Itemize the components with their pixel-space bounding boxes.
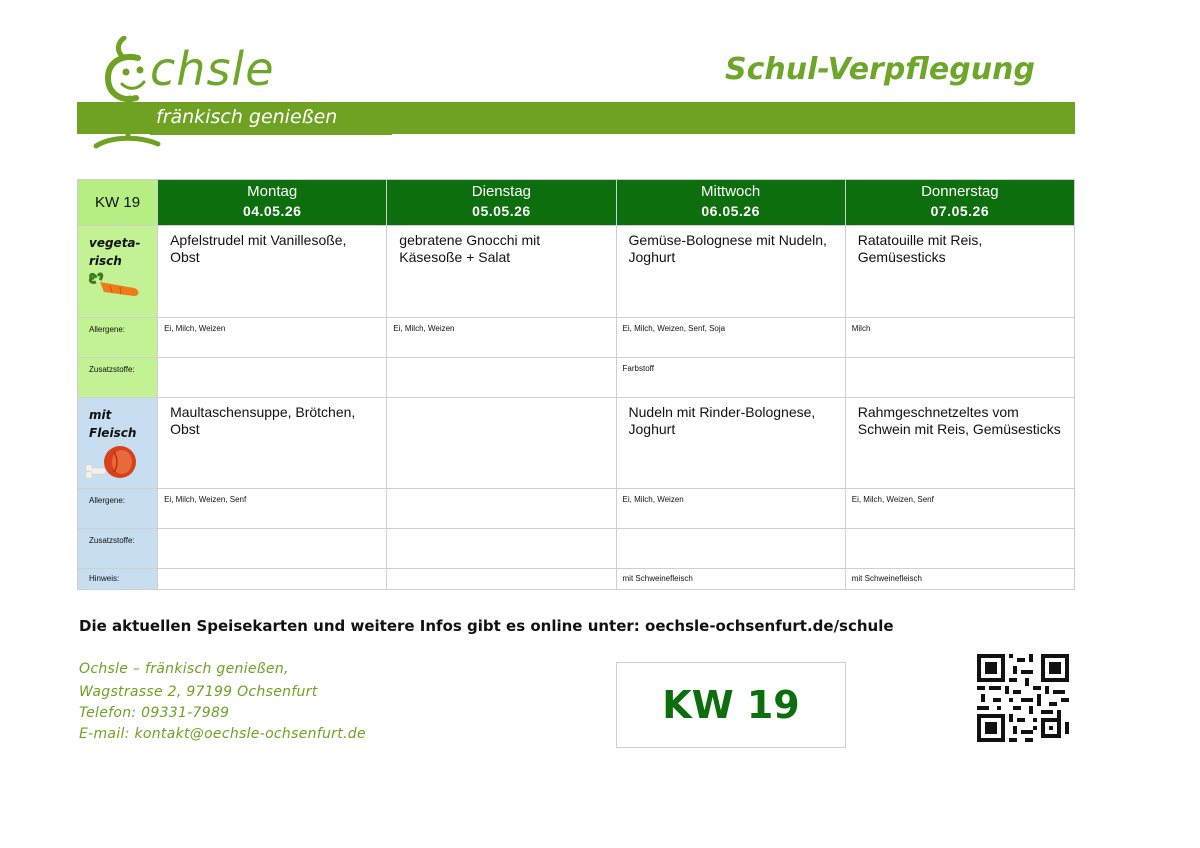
additive-text	[846, 358, 1074, 364]
allergen-cell	[616, 318, 845, 358]
veg-label-line2: risch	[89, 254, 122, 268]
tagline: fränkisch genießen	[156, 106, 338, 128]
dish-cell	[845, 398, 1074, 489]
dish-text	[387, 398, 615, 404]
dish-text: Gemüse-Bolognese mit Nudeln, Joghurt	[628, 232, 827, 265]
dish-cell	[616, 226, 845, 318]
note-cell	[845, 569, 1074, 590]
additive-label: Zusatzstoffe:	[89, 365, 135, 374]
meat-label	[78, 398, 157, 442]
page-title: Schul-Verpflegung	[725, 52, 1035, 87]
menu-table	[77, 179, 1075, 590]
tagline-underline	[150, 133, 392, 135]
allergen-text: Milch	[851, 324, 871, 333]
meat-note-row	[78, 569, 1075, 590]
additive-cell	[616, 358, 845, 398]
day-date: 05.05.26	[472, 203, 531, 219]
dish-cell	[845, 226, 1074, 318]
allergen-cell	[158, 489, 387, 529]
additive-text	[617, 529, 845, 535]
meat-dish-row	[78, 398, 1075, 489]
allergen-text: Ei, Milch, Weizen, Senf	[164, 495, 247, 504]
table-header-row	[78, 180, 1075, 226]
dish-text: Maultaschensuppe, Brötchen, Obst	[170, 404, 356, 437]
additive-text	[158, 529, 386, 535]
allergen-cell	[845, 318, 1074, 358]
additive-cell	[158, 529, 387, 569]
meat-category-cell	[78, 398, 158, 489]
additive-cell	[845, 358, 1074, 398]
week-cell: KW 19	[78, 180, 158, 226]
dish-cell	[158, 226, 387, 318]
phone-line: Telefon: 09331-7989	[79, 705, 230, 721]
allergen-cell	[158, 318, 387, 358]
additive-text: Farbstoff	[622, 364, 654, 373]
allergen-cell	[387, 318, 616, 358]
meat-label-line1: mit	[89, 408, 112, 422]
allergen-cell	[616, 489, 845, 529]
dish-cell	[387, 398, 616, 489]
day-header	[387, 180, 616, 226]
ham-icon	[84, 442, 144, 482]
carrot-icon	[84, 272, 144, 300]
allergen-text: Ei, Milch, Weizen, Senf, Soja	[622, 324, 726, 333]
dish-cell	[387, 226, 616, 318]
additive-label-cell	[78, 358, 158, 398]
dish-cell	[158, 398, 387, 489]
dish-text: Ratatouille mit Reis, Gemüsesticks	[857, 232, 983, 265]
day-date: 06.05.26	[701, 203, 760, 219]
additive-cell	[387, 529, 616, 569]
veg-allergen-row	[78, 318, 1075, 358]
note-text	[158, 569, 386, 574]
additive-text	[387, 358, 615, 364]
email-line[interactable]: E-mail: kontakt@oechsle-ochsenfurt.de	[79, 726, 366, 742]
dish-text: gebratene Gnocchi mit Käsesoße + Salat	[399, 232, 541, 265]
dish-text: Apfelstrudel mit Vanillesoße, Obst	[170, 232, 347, 265]
note-cell	[616, 569, 845, 590]
veg-category-cell	[78, 226, 158, 318]
day-name: Mittwoch	[701, 183, 761, 200]
note-cell	[387, 569, 616, 590]
additive-cell	[158, 358, 387, 398]
day-header	[616, 180, 845, 226]
dish-text: Nudeln mit Rinder-Bolognese, Joghurt	[628, 404, 816, 437]
address-line: Ochsle – fränkisch genießen,	[79, 661, 289, 677]
additive-text	[158, 358, 386, 364]
meat-additive-row	[78, 529, 1075, 569]
allergen-label-cell	[78, 318, 158, 358]
allergen-text	[387, 489, 615, 495]
day-date: 07.05.26	[930, 203, 990, 219]
dish-text: Rahmgeschnetzeltes vom Schwein mit Reis, Gemüsesticks	[857, 404, 1061, 437]
allergen-cell	[387, 489, 616, 529]
allergen-text: Ei, Milch, Weizen	[622, 495, 684, 504]
note-label-cell	[78, 569, 158, 590]
veg-dish-row	[78, 226, 1075, 318]
week-box-text: KW 19	[662, 683, 800, 727]
allergen-text: Ei, Milch, Weizen, Senf	[851, 495, 934, 504]
note-cell	[158, 569, 387, 590]
allergen-label: Allergene:	[89, 496, 126, 505]
day-header	[845, 180, 1074, 226]
day-header	[158, 180, 387, 226]
day-date: 04.05.26	[242, 203, 302, 219]
address-line: Wagstrasse 2, 97199 Ochsenfurt	[79, 684, 318, 700]
note-text: mit Schweinefleisch	[622, 574, 693, 583]
allergen-text: Ei, Milch, Weizen	[393, 324, 455, 333]
meat-allergen-row	[78, 489, 1075, 529]
additive-cell	[845, 529, 1074, 569]
note-label: Hinweis:	[89, 574, 120, 583]
veg-label-line1: vegeta-	[89, 236, 141, 250]
note-text	[387, 569, 615, 574]
additive-cell	[387, 358, 616, 398]
allergen-label: Allergene:	[89, 325, 126, 334]
dish-cell	[616, 398, 845, 489]
veg-additive-row	[78, 358, 1075, 398]
veg-label	[78, 226, 157, 270]
additive-cell	[616, 529, 845, 569]
allergen-label-cell	[78, 489, 158, 529]
allergen-text: Ei, Milch, Weizen	[164, 324, 226, 333]
day-name: Donnerstag	[921, 183, 999, 200]
brand-name: chsle	[150, 42, 275, 96]
allergen-cell	[845, 489, 1074, 529]
week-box	[616, 662, 846, 748]
info-line: Die aktuellen Speisekarten und weitere Infos gibt es online unter: oechsle-ochsenfurt.de/schule	[79, 617, 894, 635]
additive-text	[846, 529, 1074, 535]
note-text: mit Schweinefleisch	[851, 574, 922, 583]
meat-label-line2: Fleisch	[89, 426, 137, 440]
additive-label-cell	[78, 529, 158, 569]
additive-label: Zusatzstoffe:	[89, 536, 135, 545]
qr-code-icon[interactable]	[977, 654, 1069, 747]
day-name: Montag	[247, 183, 298, 200]
day-name: Dienstag	[471, 183, 531, 200]
additive-text	[387, 529, 615, 535]
